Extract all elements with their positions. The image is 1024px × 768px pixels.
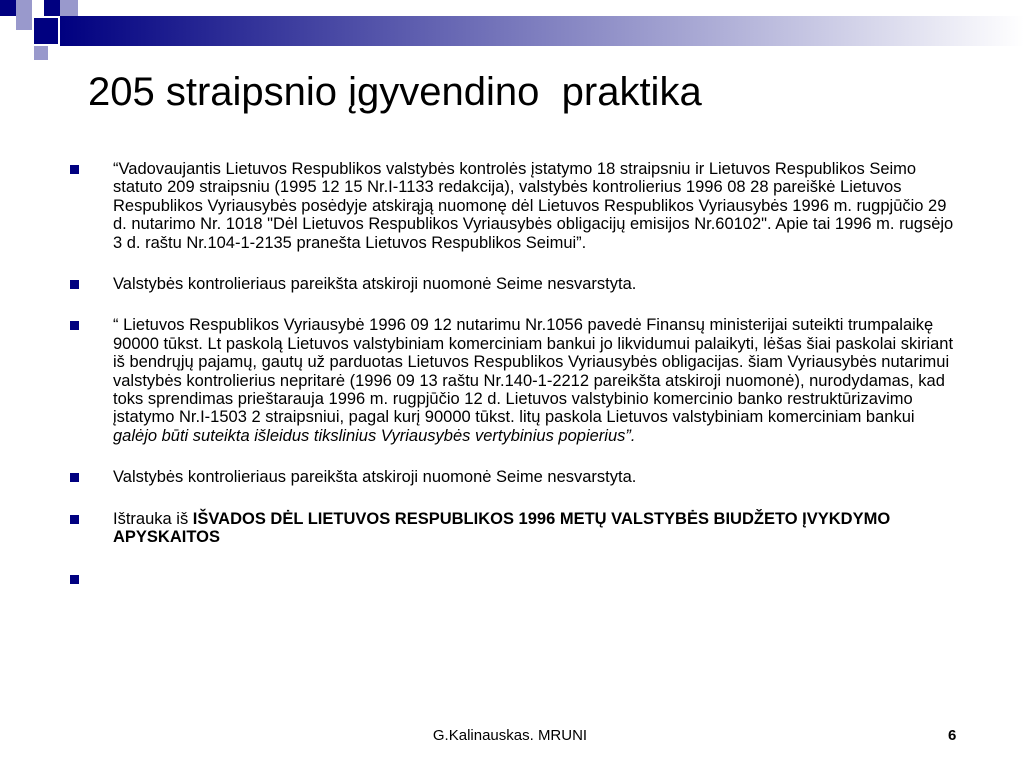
square-bullet-icon [70, 165, 79, 174]
bullet-text [113, 570, 960, 584]
text-run: Ištrauka iš [113, 509, 193, 528]
slide-title: 205 straipsnio įgyvendino praktika [88, 70, 702, 114]
deco-square [34, 46, 48, 60]
deco-square [44, 0, 60, 16]
text-run: galėjo būti suteikta išleidus tikslinius Vyriausybės vertybinius popierius”. [113, 426, 636, 445]
square-bullet-icon [70, 473, 79, 482]
text-run: “ Lietuvos Respublikos Vyriausybė 1996 09 12 nutarimu Nr.1056 pavedė Finansų ministerijai suteikti trumpalaikę 90000 tūkst. Lt paskolą Lietuvos valstybiniam komerciniam bankui jo likvidumui palaikyti, lėšas šiai paskolai skiriant iš bendrųjų pajamų, gautų už parduotas Lietuvos Respublikos Vyriausybės obligacijas. šiam Vyriausybės nutarimui valstybės kontrolierius nepritarė (1996 09 13 raštu Nr.140-1-2212 pareikšta atskiroji nuomonė), nurodydamas, kad toks sprendimas prieštarauja 1996 m. rugpjūčio 12 d. Lietuvos valstybinio komercinio banko restruktūrizavimo įstatymo Nr.I-1503 2 straipsniui, pagal kurį 90000 tūkst. litų paskola Lietuvos valstybiniam komerciniam bankui [113, 316, 954, 427]
bullet-item [70, 160, 960, 252]
bullet-text [113, 316, 960, 445]
text-run: Valstybės kontrolieriaus pareikšta atskiroji nuomonė Seime nesvarstyta. [113, 275, 637, 294]
square-bullet-icon [70, 515, 79, 524]
bullet-text [113, 468, 960, 486]
deco-square [0, 0, 16, 16]
bullet-text [113, 275, 960, 293]
bullet-item [70, 468, 960, 486]
page-number: 6 [948, 727, 957, 744]
footer-author: G.Kalinauskas. MRUNI [432, 727, 588, 744]
deco-square [60, 0, 78, 16]
bullet-item [70, 275, 960, 293]
slide-content [70, 160, 960, 607]
bullet-item [70, 570, 960, 584]
bullet-text [113, 160, 960, 252]
square-bullet-icon [70, 280, 79, 289]
header-gradient-band [60, 16, 1024, 46]
text-run: IŠVADOS DĖL LIETUVOS RESPUBLIKOS 1996 METŲ VALSTYBĖS BIUDŽETO ĮVYKDYMO APYSKAITOS [113, 509, 891, 547]
bullet-text [113, 510, 960, 547]
deco-square [16, 0, 32, 16]
text-run: “Vadovaujantis Lietuvos Respublikos valstybės kontrolės įstatymo 18 straipsniu ir Lietuvos Respublikos Seimo statuto 209 straipsniu (1995 12 15 Nr.I-1133 redakcija), valstybės kontrolierius 1996 08 28 pareiškė Lietuvos Respublikos Vyriausybės posėdyje atskirąją nuomonę dėl Lietuvos Respublikos Vyriausybės 1996 m. rugpjūčio 29 d. nutarimo Nr. 1018 "Dėl Lietuvos Respublikos Vyriausybės obligacijų emisijos Nr.60102". Apie tai 1996 m. rugsėjo 3 d. raštu Nr.104-1-2135 pranešta Lietuvos Respublikos Seimui”. [113, 160, 954, 252]
bullet-item [70, 510, 960, 547]
text-run: Valstybės kontrolieriaus pareikšta atskiroji nuomonė Seime nesvarstyta. [113, 468, 637, 487]
square-bullet-icon [70, 321, 79, 330]
deco-square [34, 18, 58, 44]
deco-square [16, 16, 32, 30]
bullet-item [70, 316, 960, 445]
square-bullet-icon [70, 575, 79, 584]
